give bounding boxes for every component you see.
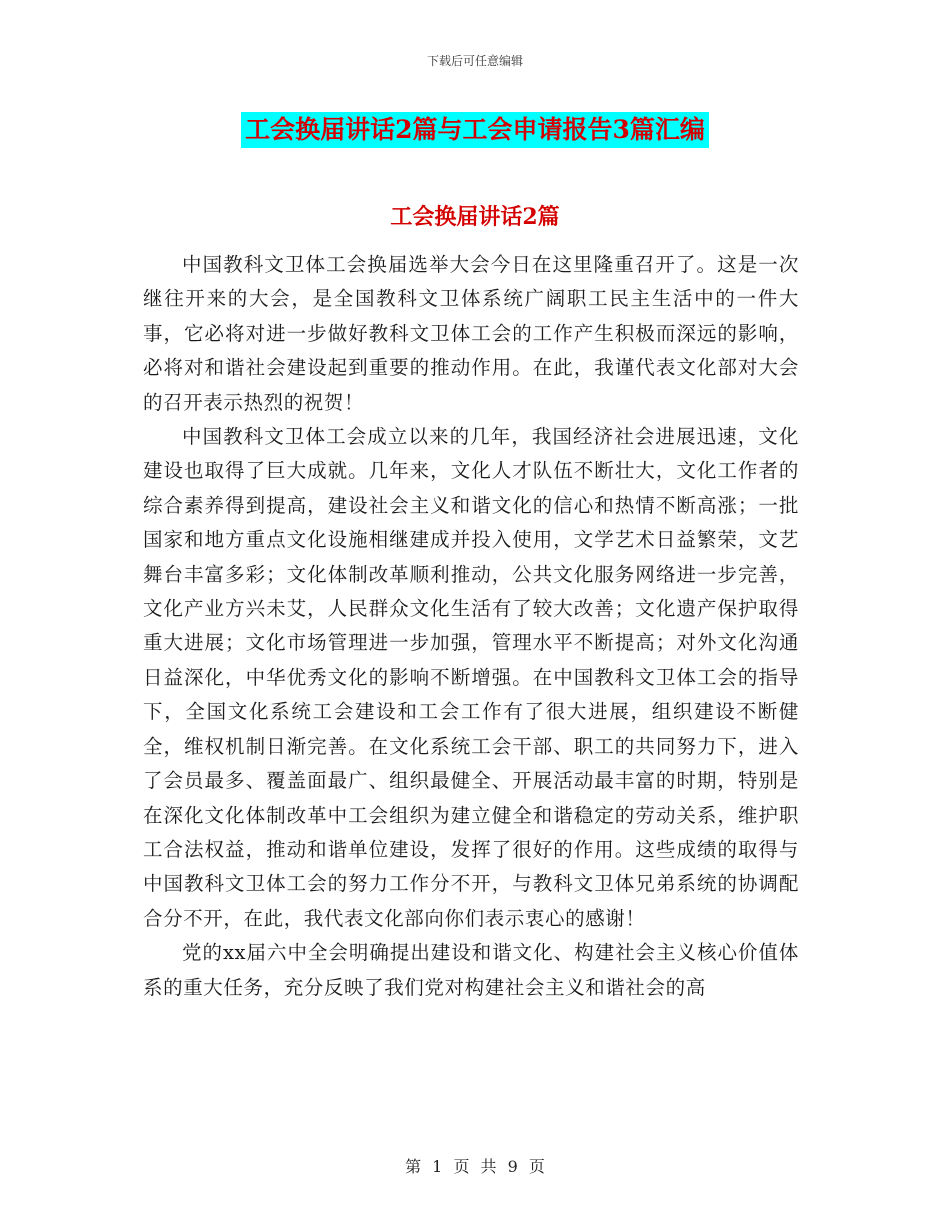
- paragraph-2: 中国教科文卫体工会成立以来的几年，我国经济社会进展迅速，文化建设也取得了巨大成就。几年来，文化人才队伍不断壮大，文化工作者的综合素养得到提高，建设社会主义和谐文化的信心和热情不断高涨；一批国家和地方重点文化设施相继建成并投入使用，文学艺术日益繁荣，文艺舞台丰富多彩；文化体制改革顺利推动，公共文化服务网络进一步完善，文化产业方兴未艾，人民群众文化生活有了较大改善；文化遗产保护取得重大进展；文化市场管理进一步加强，管理水平不断提高；对外文化沟通日益深化，中华优秀文化的影响不断增强。在中国教科文卫体工会的指导下，全国文化系统工会建设和工会工作有了很大进展，组织建设不断健全，维权机制日渐完善。在文化系统工会干部、职工的共同努力下，进入了会员最多、覆盖面最广、组织最健全、开展活动最丰富的时期，特别是在深化文化体制改革中工会组织为建立健全和谐稳定的劳动关系，维护职工合法权益，推动和谐单位建设，发挥了很好的作用。这些成绩的取得与中国教科文卫体工会的努力工作分不开，与教科文卫体兄弟系统的协调配合分不开，在此，我代表文化部向你们表示衷心的感谢！: [143, 425, 799, 930]
- main-title-row: [0, 112, 950, 148]
- main-title: 工会换届讲话2篇与工会申请报告3篇汇编: [241, 112, 709, 148]
- paragraph-3: 党的xx届六中全会明确提出建设和谐文化、构建社会主义核心价值体系的重大任务，充分反映了我们党对构建社会主义和谐社会的高: [143, 941, 799, 999]
- section-title: 工会换届讲话2篇: [390, 204, 560, 230]
- paragraph-1: 中国教科文卫体工会换届选举大会今日在这里隆重召开了。这是一次继往开来的大会，是全国教科文卫体系统广阔职工民主生活中的一件大事，它必将对进一步做好教科文卫体工会的工作产生积极而深远的影响，必将对和谐社会建设起到重要的推动作用。在此，我谨代表文化部对大会的召开表示热烈的祝贺！: [143, 253, 799, 414]
- header-note: 下载后可任意编辑: [426, 54, 523, 68]
- body-text: [143, 248, 799, 1005]
- page-footer: 第 1 页 共 9 页: [405, 1157, 545, 1176]
